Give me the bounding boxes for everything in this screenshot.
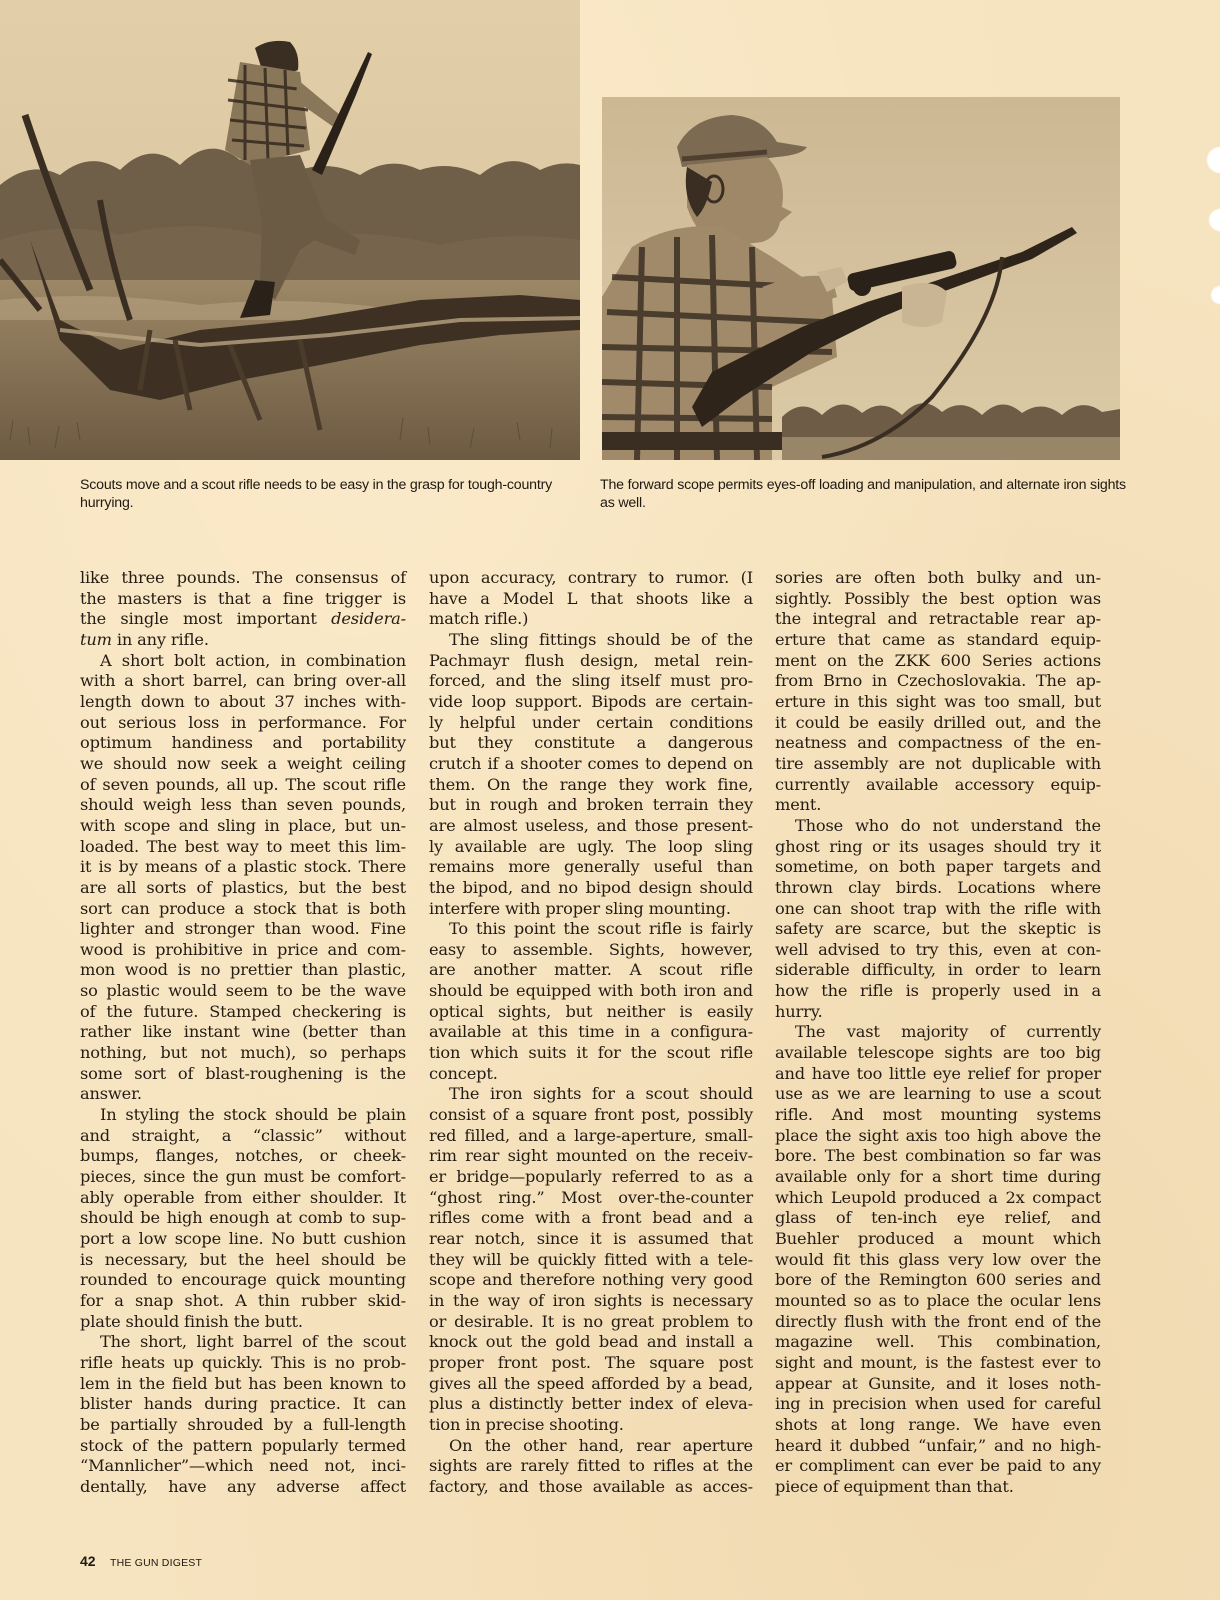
article-text-line: optical sights, but neither is easily	[429, 1001, 753, 1021]
article-text-line: On the other hand, rear aperture	[449, 1435, 753, 1455]
article-text-line: In styling the stock should be plain	[100, 1105, 406, 1125]
article-text-line: bore of the Remington 600 series and	[775, 1270, 1101, 1290]
article-text-line: The sling fittings should be of the	[449, 629, 753, 649]
article-text-line: concept.	[429, 1063, 498, 1083]
article-text-line: neatness and compactness of the en-	[775, 733, 1101, 753]
article-text-line: plus a distinctly better index of eleva-	[429, 1394, 753, 1414]
article-text-line: The vast majority of currently	[795, 1022, 1101, 1042]
article-text-line: ghost ring or its usages should try it	[775, 836, 1101, 856]
article-text-line: proper front post. The square post	[429, 1352, 753, 1372]
article-text-line: have a Model L that shoots like a	[429, 588, 753, 608]
article-text-line: scope and therefore nothing very good	[429, 1270, 753, 1290]
article-text-line: The short, light barrel of the scout	[100, 1332, 406, 1352]
article-text-line: it could be easily drilled out, and the	[775, 712, 1101, 732]
page-number: 42	[80, 1553, 96, 1569]
article-text-line: rifle heats up quickly. This is no prob-	[80, 1352, 406, 1372]
article-text-line: but they constitute a dangerous	[429, 733, 753, 753]
article-text-line: er bridge—popularly referred to as a	[429, 1167, 753, 1187]
article-text-line: consist of a square front post, possibly	[429, 1105, 753, 1125]
article-text-line: erture in this sight was too small, but	[775, 691, 1101, 711]
article-text-line: sometime, on both paper targets and	[775, 857, 1101, 877]
article-text-line: we should now seek a weight ceiling	[80, 753, 406, 773]
article-text-line: er compliment can ever be paid to any	[775, 1456, 1101, 1476]
article-text-line: appear at Gunsite, and it loses noth-	[775, 1373, 1101, 1393]
article-text-line: are almost useless, and those present-	[429, 815, 753, 835]
photo-right-image	[602, 97, 1120, 460]
article-text-line: of seven pounds, all up. The scout rifle	[80, 774, 406, 794]
article-text-line: Those who do not understand the	[795, 815, 1101, 835]
torn-page-edge	[1200, 40, 1220, 340]
publication-name: THE GUN DIGEST	[110, 1557, 203, 1569]
photo-caption-right: The forward scope permits eyes-off loading and manipulation, and alternate iron sights as well.	[600, 477, 1126, 511]
article-text-line: the integral and retractable rear ap-	[775, 609, 1101, 629]
article-text-line: Pachmayr flush design, metal rein-	[429, 650, 753, 670]
article-text-line: To this point the scout rifle is fairly	[449, 919, 753, 939]
article-text-line: well advised to try this, even at con-	[775, 939, 1101, 959]
article-text-line: available telescope sights are too big	[775, 1043, 1101, 1063]
article-text-line: optimum handiness and portability	[80, 733, 406, 753]
article-text-line: like three pounds. The consensus of	[80, 568, 406, 587]
article-text-line: pieces, since the gun must be comfort-	[80, 1167, 406, 1187]
article-text-line: A short bolt action, in combination	[100, 650, 406, 670]
article-text-line: answer.	[80, 1084, 142, 1104]
article-text-line: mon wood is no prettier than plastic,	[80, 960, 406, 980]
article-text-line: length down to about 37 inches with-	[80, 691, 406, 711]
article-column-2	[429, 568, 753, 1498]
article-text-line: piece of equipment than that.	[775, 1476, 1014, 1496]
article-text-line: “ghost ring.” Most over-the-counter	[429, 1187, 753, 1207]
article-text-line: how the rifle is properly used in a	[775, 981, 1101, 1001]
article-text-line: hurry.	[775, 1001, 823, 1021]
article-text-line: The iron sights for a scout should	[449, 1084, 753, 1104]
article-text-line: and straight, a “classic” without	[80, 1125, 406, 1145]
article-text-line: lem in the field but has been known to	[80, 1373, 406, 1393]
article-text-line: bore. The best combination so far was	[775, 1146, 1101, 1166]
article-text-line: rounded to encourage quick mounting	[80, 1270, 406, 1290]
article-text-line: with scope and sling in place, but un-	[80, 815, 406, 835]
article-text-line: sories are often both bulky and un-	[775, 568, 1101, 587]
article-text-line: tion which suits it for the scout rifle	[429, 1043, 753, 1063]
photo-caption-left: Scouts move and a scout rifle needs to be easy in the grasp for tough-country hurrying.	[80, 477, 552, 511]
article-text-line: ly helpful under certain conditions	[429, 712, 753, 732]
article-text-line: should be high enough at comb to sup-	[80, 1208, 406, 1228]
article-text-line: with a short barrel, can bring over-all	[80, 671, 406, 691]
article-text-line: forced, and the sling itself must pro-	[429, 671, 753, 691]
article-text-line: are all sorts of plastics, but the best	[80, 877, 406, 897]
article-text-line: tion in precise shooting.	[429, 1414, 624, 1434]
article-text-line: some sort of blast-roughening is the	[80, 1063, 406, 1083]
article-text-line: rim rear sight mounted on the receiv-	[429, 1146, 753, 1166]
article-text-line: directly flush with the front end of the	[775, 1311, 1101, 1331]
page-footer	[80, 1553, 202, 1571]
article-text-line: shots at long range. We have even	[775, 1414, 1101, 1434]
article-text-line: would fit this glass very low over the	[775, 1249, 1101, 1269]
article-text-line: use as we are learning to use a scout	[775, 1084, 1101, 1104]
article-text-line: the single most important desidera-	[80, 609, 406, 629]
article-text-line: port a low scope line. No butt cushion	[80, 1229, 406, 1248]
article-text-line: are another matter. A scout rifle	[429, 960, 753, 980]
article-text-line: in the way of iron sights is necessary	[429, 1290, 753, 1310]
article-text-line: thrown clay birds. Locations where	[775, 877, 1101, 897]
article-text-line: from Brno in Czechoslovakia. The ap-	[775, 671, 1101, 691]
article-text-line: dentally, have any adverse affect	[80, 1476, 406, 1496]
article-text-line: so plastic would seem to be the wave	[80, 981, 406, 1001]
article-text-line: ment.	[775, 795, 822, 815]
article-text-line: upon accuracy, contrary to rumor. (I	[429, 568, 753, 587]
article-text-line: loaded. The best way to meet this lim-	[80, 836, 406, 856]
article-text-line: them. On the range they work fine,	[429, 774, 753, 794]
article-text-line: of the future. Stamped checkering is	[80, 1001, 406, 1021]
article-text-line: one can shoot trap with the rifle with	[775, 898, 1101, 918]
article-text-line: sight and mount, is the fastest ever to	[775, 1352, 1101, 1372]
article-text-line: lighter and stronger than wood. Fine	[80, 919, 406, 939]
photo-scout-climbing-log	[0, 0, 580, 460]
article-text-line: available at this time in a configura-	[429, 1022, 753, 1042]
article-text-line: gives all the speed afforded by a bead,	[429, 1373, 753, 1393]
article-text-line: for a snap shot. A thin rubber skid-	[80, 1290, 406, 1310]
article-column-3	[775, 568, 1101, 1498]
article-text-line: the bipod, and no bipod design should	[429, 877, 753, 897]
article-text-line: they will be quickly fitted with a tele-	[429, 1249, 753, 1269]
article-text-line: easy to assemble. Sights, however,	[429, 939, 753, 959]
article-text-line: sights are rarely fitted to rifles at the	[429, 1456, 753, 1476]
article-text-line: tire assembly are not duplicable with	[775, 753, 1101, 773]
article-text-line: factory, and those available as acces-	[429, 1476, 753, 1496]
article-text-line: sightly. Possibly the best option was	[775, 588, 1101, 608]
article-text-line: siderable difficulty, in order to learn	[775, 960, 1101, 980]
article-text-line: knock out the gold bead and install a	[429, 1332, 753, 1352]
article-text-line: ment on the ZKK 600 Series actions	[775, 650, 1101, 670]
article-text-line: tum in any rifle.	[80, 629, 209, 649]
article-text-line: remains more generally useful than	[429, 857, 753, 877]
article-text-line: which Leupold produced a 2x compact	[775, 1187, 1101, 1207]
article-text-line: should weigh less than seven pounds,	[80, 795, 406, 815]
article-text-line: stock of the pattern popularly termed	[80, 1435, 406, 1455]
article-text-line: crutch if a shooter comes to depend on	[429, 753, 753, 773]
article-text-line: rather like instant wine (better than	[80, 1022, 406, 1042]
article-text-line: glass of ten-inch eye relief, and	[775, 1208, 1101, 1228]
article-text-line: Buehler produced a mount which	[775, 1229, 1101, 1248]
article-text-line: mounted so as to place the ocular lens	[775, 1290, 1101, 1310]
article-text-line: blister hands during practice. It can	[80, 1394, 406, 1414]
article-text-line: safety are scarce, but the skeptic is	[775, 919, 1101, 939]
article-text-line: match rifle.)	[429, 609, 529, 629]
article-text-line: out serious loss in performance. For	[80, 712, 406, 732]
article-text-line: and have too little eye relief for proper	[775, 1063, 1101, 1083]
article-text-line: or desirable. It is no great problem to	[429, 1311, 753, 1331]
article-text-line: rear notch, since it is assumed that	[429, 1229, 753, 1248]
article-text-line: interfere with proper sling mounting.	[429, 898, 731, 918]
article-text-line: be partially shrouded by a full-length	[80, 1414, 406, 1434]
article-text-line: but in rough and broken terrain they	[429, 795, 753, 815]
article-text-line: place the sight axis too high above the	[775, 1125, 1101, 1145]
photo-scout-rifle-forward-scope	[602, 97, 1120, 460]
photo-left-image	[0, 0, 580, 460]
article-text-line: vide loop support. Bipods are certain-	[429, 691, 753, 711]
article-text-line: red filled, and a large-aperture, small-	[429, 1125, 753, 1145]
article-text-line: bumps, flanges, notches, or cheek-	[80, 1146, 406, 1166]
article-text-line: ly available are ugly. The loop sling	[429, 836, 753, 856]
article-text-line: available only for a short time during	[775, 1167, 1101, 1187]
article-text-line: nothing, but not much), so perhaps	[80, 1043, 406, 1063]
article-text-line: heard it dubbed “unfair,” and no high-	[775, 1435, 1101, 1455]
article-text-line: “Mannlicher”—which need not, inci-	[80, 1456, 406, 1476]
article-text-line: wood is prohibitive in price and com-	[80, 939, 406, 959]
article-text-line: is necessary, but the heel should be	[80, 1249, 406, 1269]
article-text-line: magazine well. This combination,	[775, 1332, 1101, 1352]
article-text-line: ing in precision when used for careful	[775, 1394, 1101, 1414]
article-column-1	[80, 568, 406, 1498]
article-text-line: rifles come with a front bead and a	[429, 1208, 753, 1228]
article-text-line: ably operable from either shoulder. It	[80, 1187, 406, 1207]
article-text-line: currently available accessory equip-	[775, 774, 1101, 794]
article-text-line: erture that came as standard equip-	[775, 629, 1101, 649]
article-text-line: plate should finish the butt.	[80, 1311, 303, 1331]
article-text-line: rifle. And most mounting systems	[775, 1105, 1101, 1125]
article-text-line: sort can produce a stock that is both	[80, 898, 406, 918]
article-text-line: the masters is that a fine trigger is	[80, 588, 406, 608]
article-text-line: it is by means of a plastic stock. There	[80, 857, 406, 877]
article-text-line: should be equipped with both iron and	[429, 981, 753, 1001]
